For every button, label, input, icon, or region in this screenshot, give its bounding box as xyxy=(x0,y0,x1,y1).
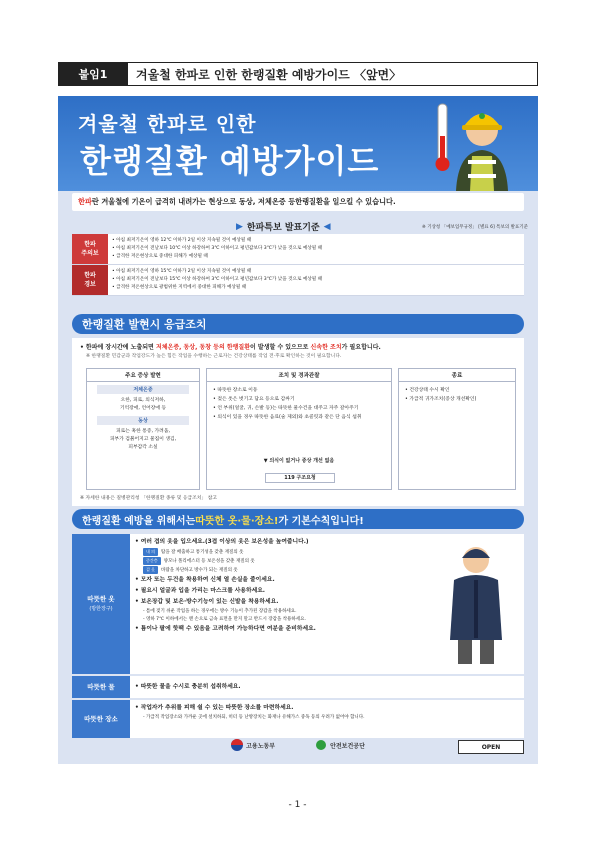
prevention-row-clothes xyxy=(72,534,524,674)
call-119-label: 119 구조요청 xyxy=(265,473,335,483)
layer-item: 내 의 땀을 잘 배출하고 통기성을 갖춘 재질의 옷 xyxy=(135,548,519,557)
chevron-right-icon: ▶ xyxy=(236,221,243,232)
worker-winter-illustration xyxy=(436,540,516,668)
attachment-header xyxy=(58,62,538,86)
intro-text: 란 겨울철에 기온이 급격히 내려가는 현상으로 동상, 저체온증 등 xyxy=(91,197,296,206)
criteria-item: • 아침 최저기온이 전날보다 15℃ 이상 하강하여 3℃ 이하이고 평년값보다 3℃가 낮을 것으로 예상될 때 xyxy=(112,277,323,282)
actions-heading: 조치 및 경과관찰 xyxy=(207,369,391,382)
hypothermia-symptoms: 오한, 피로, 의식저하, 기억장애, 언어장애 등 xyxy=(119,398,167,411)
frostbite-label: 동상 xyxy=(97,416,189,425)
criteria-label-advisory: 한파 주의보 xyxy=(72,234,108,264)
criteria-table xyxy=(72,234,524,296)
reference-note: ※ 자세한 내용은 질병관리청 「한랭질환 종류 및 응급조치」 참고 xyxy=(80,496,218,501)
poster-title-line1: 겨울철 한파로 인한 xyxy=(78,112,257,136)
end-item: • 건강상태 수시 확인 xyxy=(405,388,450,393)
criteria-title: 한파특보 발표기준 xyxy=(246,223,320,233)
action-item: • 따뜻한 장소로 이동 xyxy=(213,388,258,393)
agency-icon xyxy=(315,739,327,751)
taegeuk-icon xyxy=(231,739,243,751)
emergency-lead: • 한파에 장시간에 노출되면 저체온증, 동상, 동창 등의 한랭질환이 발생할 수 있으므로 신속한 조치가 필요합니다. xyxy=(80,344,381,351)
clothes-item: • 보온장갑 및 보온·방수기능이 있는 신발을 착용하세요. xyxy=(135,599,279,605)
emergency-section-title: 한랭질환 발현시 응급조치 xyxy=(72,314,524,334)
symptoms-box xyxy=(86,368,200,490)
layer-item: 겉 옷 바람을 차단하고 방수가 되는 재질의 옷 xyxy=(135,566,519,575)
criteria-item: • 급격한 저온현상으로 중대한 피해가 예상될 때 xyxy=(112,254,208,259)
criteria-item: • 급격한 저온현상으로 광범위한 지역에서 중대한 피해가 예상될 때 xyxy=(112,285,247,290)
criteria-item: • 아침 최저기온이 전날보다 10℃ 이상 하강하여 3℃ 이하이고 평년값보다 3℃가 낮을 것으로 예상될 때 xyxy=(112,246,323,251)
place-item: • 작업자가 추위를 피해 쉴 수 있는 따뜻한 장소를 마련하세요. xyxy=(135,705,294,711)
end-item: • 가급적 귀가조치(증상 개선확인) xyxy=(405,397,477,402)
poster-title-line2: 한랭질환 예방가이드 xyxy=(80,142,380,180)
action-item: • 의식이 있을 경우 따뜻한 음료(술 제외)와 초콜릿과 같은 단 음식 섭취 xyxy=(213,415,362,420)
intro-sentence xyxy=(72,193,524,211)
action-item: • 언 부위(얼굴, 귀, 손발 등)는 따뜻한 물수건을 대주고 자주 갈아주기 xyxy=(213,406,359,411)
open-license-badge: OPEN xyxy=(458,740,524,754)
clothes-item: • 모자 또는 두건을 착용하여 신체 열 손실을 줄이세요. xyxy=(135,577,275,583)
end-heading: 종료 xyxy=(399,369,515,382)
clothes-subnote: - 영하 7℃ 이하에서는 맨 손으로 금속 표면을 만지 말고 반드시 장갑을 착용하세요. xyxy=(143,617,306,622)
prevention-row-place xyxy=(72,700,524,738)
clothes-item: • 틈이나 팔에 핫팩 수 있음을 고려하여 가능하다면 여분을 준비하세요. xyxy=(135,626,316,632)
condition-arrow: ▼ 의식이 없거나 증상 개선 없음 xyxy=(263,458,335,464)
prevention-table xyxy=(72,534,524,746)
prevention-section-title: 한랭질환 예방을 위해서는 따뜻한 옷·물·장소! 가 기본수칙입니다! xyxy=(72,509,524,529)
attachment-tag: 붙임1 xyxy=(58,62,128,86)
ministry-logo: 고용노동부 xyxy=(231,739,275,751)
criteria-source-note: ※ 기상청 「예보업무규정」 [별표 6] 특보의 발표기준 xyxy=(422,225,528,230)
prevention-row-water xyxy=(72,676,524,698)
action-item: • 젖은 옷은 벗기고 담요 등으로 감싸기 xyxy=(213,397,295,402)
criteria-item: • 아침 최저기온이 영하 12℃ 이하가 2일 이상 지속될 것이 예상될 때 xyxy=(112,238,252,243)
criteria-label-warning: 한파 경보 xyxy=(72,265,108,295)
clothes-subnote: - 틈에 젖기 쉬운 작업을 하는 경우에는 방수 기능이 추가된 장갑을 착용하세요. xyxy=(143,609,297,614)
emergency-section xyxy=(72,338,524,506)
page-number: - 1 - xyxy=(288,800,307,810)
emergency-note: ※ 한랭질환 민감군과 작업강도가 높은 힘든 작업을 수행하는 근로자는 건강상태를 작업 전·후로 확인하는 것이 필요합니다. xyxy=(86,354,342,359)
symptoms-heading: 주요 증상 발현 xyxy=(87,369,199,382)
intro-keyword-2: 한랭질환 xyxy=(295,197,323,206)
intro-suffix: 을 일으킬 수 있습니다. xyxy=(322,197,396,206)
clothes-item: • 필요시 얼굴과 입을 가리는 마스크를 사용하세요. xyxy=(135,588,266,594)
criteria-item: • 아침 최저기온이 영하 15℃ 이하가 2일 이상 지속될 것이 예상될 때 xyxy=(112,269,252,274)
poster-top-band xyxy=(58,96,538,191)
end-box xyxy=(398,368,516,490)
intro-keyword: 한파 xyxy=(78,197,92,206)
criteria-heading xyxy=(236,220,331,233)
actions-box xyxy=(206,368,392,490)
clothes-label: 따뜻한 옷 (방한장구) xyxy=(72,534,130,674)
attachment-title: 겨울철 한파로 인한 한랭질환 예방가이드 〈앞면〉 xyxy=(128,62,538,86)
hypothermia-label: 저체온증 xyxy=(97,385,189,394)
criteria-row-warning xyxy=(72,265,524,296)
agency-logo: 안전보건공단 xyxy=(315,739,365,751)
place-label: 따뜻한 장소 xyxy=(72,700,130,738)
worker-thermometer-illustration xyxy=(420,96,530,191)
frostbite-symptoms: 피로는 혹한 통증, 가려움, 피부가 검붉어지고 물집이 생김, 피부감각 소실 xyxy=(109,429,177,450)
place-subnote: - 가급적 작업장소와 가까운 곳에 설치하되, 히터 등 난방장치는 화재나 유해가스 중독 등의 우려가 없어야 합니다. xyxy=(143,715,365,720)
criteria-row-advisory xyxy=(72,234,524,265)
water-label: 따뜻한 물 xyxy=(72,676,130,698)
water-item: • 따뜻한 물을 수시로 충분히 섭취하세요. xyxy=(135,683,241,690)
clothes-item: • 여러 겹의 옷을 입으세요.(3겹 이상의 옷은 보온성을 높여줍니다.) xyxy=(135,539,309,545)
layer-item: 중간층 양모나 폴리에스터 등 보온성을 갖춘 재질의 옷 xyxy=(135,557,519,566)
poster xyxy=(58,96,538,764)
chevron-left-icon: ◀ xyxy=(323,221,331,232)
